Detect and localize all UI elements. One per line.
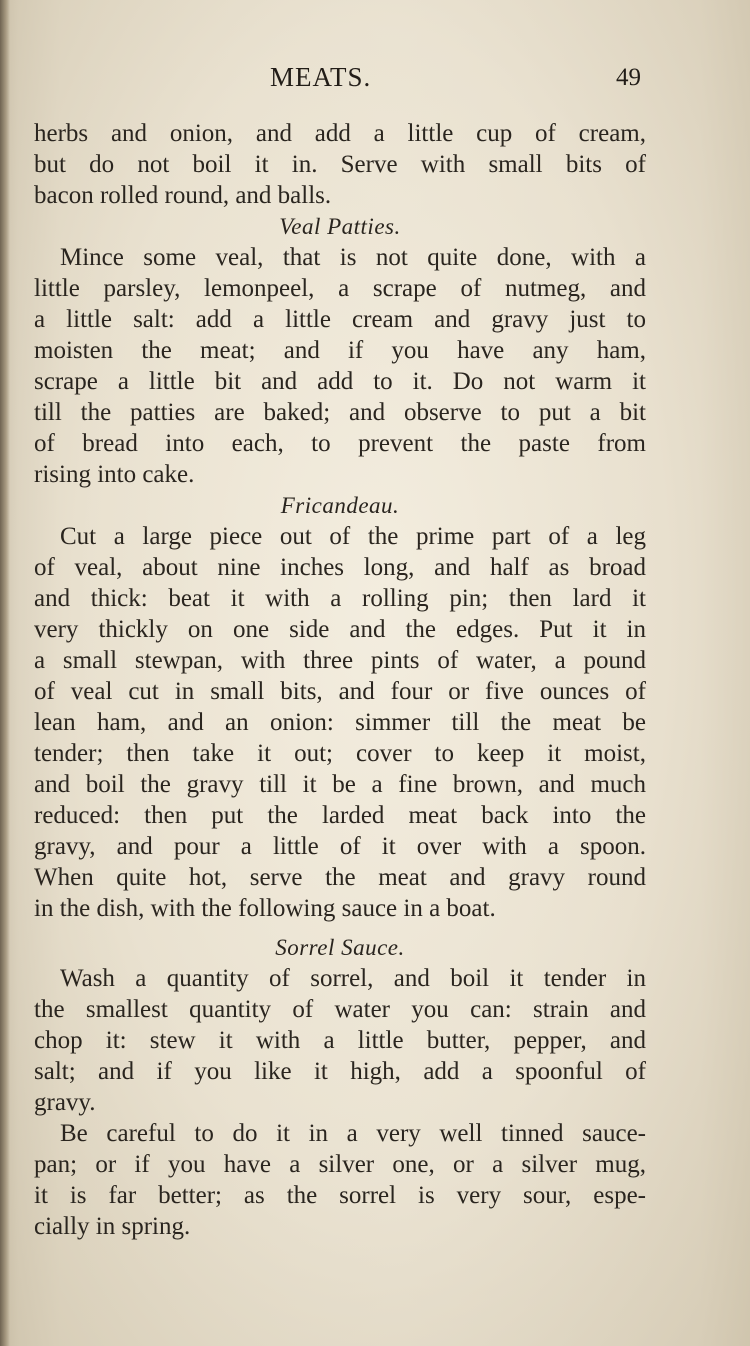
text-line: tender; then take it out; cover to keep it moist,: [34, 740, 646, 767]
text-line: Wash a quantity of sorrel, and boil it tender in: [60, 965, 646, 992]
text-line: reduced: then put the larded meat back into the: [34, 802, 646, 829]
text-line: a little salt: add a little cream and gravy just to: [34, 306, 646, 333]
section-heading-veal-patties: Veal Patties.: [279, 214, 401, 239]
text-line: of bread into each, to prevent the paste from: [34, 430, 646, 457]
running-head: [0, 62, 750, 96]
text-line: gravy, and pour a little of it over with a spoon.: [34, 833, 646, 860]
text-line: When quite hot, serve the meat and gravy round: [34, 864, 646, 891]
text-line: and boil the gravy till it be a fine brown, and much: [34, 771, 646, 798]
text-line: Cut a large piece out of the prime part of a leg: [60, 523, 646, 550]
text-line: very thickly on one side and the edges. Put it in: [34, 616, 646, 643]
text-line: a small stewpan, with three pints of water, a pound: [34, 647, 646, 674]
text-line: cially in spring.: [34, 1213, 191, 1240]
text-line: scrape a little bit and add to it. Do not warm it: [34, 368, 646, 395]
text-line: rising into cake.: [34, 461, 195, 488]
spacer: [34, 924, 646, 932]
text-line: it is far better; as the sorrel is very sour, espe-: [34, 1182, 646, 1209]
text-line: Mince some veal, that is not quite done, with a: [60, 244, 646, 271]
text-line: Be careful to do it in a very well tinned sauce-: [60, 1120, 646, 1147]
section-heading-fricandeau: Fricandeau.: [280, 493, 400, 518]
text-line: salt; and if you like it high, add a spoonful of: [34, 1058, 646, 1085]
page-number: 49: [616, 64, 641, 91]
text-line: herbs and onion, and add a little cup of cream,: [34, 120, 646, 147]
text-line: bacon rolled round, and balls.: [34, 182, 332, 209]
text-line: of veal cut in small bits, and four or five ounces of: [34, 678, 646, 705]
text-line: of veal, about nine inches long, and half as broad: [34, 554, 646, 581]
text-line: in the dish, with the following sauce in a boat.: [34, 895, 496, 922]
text-line: little parsley, lemonpeel, a scrape of nutmeg, and: [34, 275, 646, 302]
text-line: pan; or if you have a silver one, or a silver mug,: [34, 1151, 646, 1178]
text-line: but do not boil it in. Serve with small bits of: [34, 151, 646, 178]
text-line: till the patties are baked; and observe to put a bit: [34, 399, 646, 426]
text-line: and thick: beat it with a rolling pin; then lard it: [34, 585, 646, 612]
page-spine-shadow: [0, 0, 10, 1346]
section-heading-sorrel-sauce: Sorrel Sauce.: [275, 935, 405, 960]
text-line: gravy.: [34, 1089, 96, 1116]
text-line: lean ham, and an onion: simmer till the meat be: [34, 709, 646, 736]
text-line: moisten the meat; and if you have any ham,: [34, 337, 646, 364]
text-line: chop it: stew it with a little butter, pepper, and: [34, 1027, 646, 1054]
running-title: MEATS.: [270, 62, 372, 92]
text-line: the smallest quantity of water you can: strain and: [34, 996, 646, 1023]
page-text: [34, 118, 646, 1242]
